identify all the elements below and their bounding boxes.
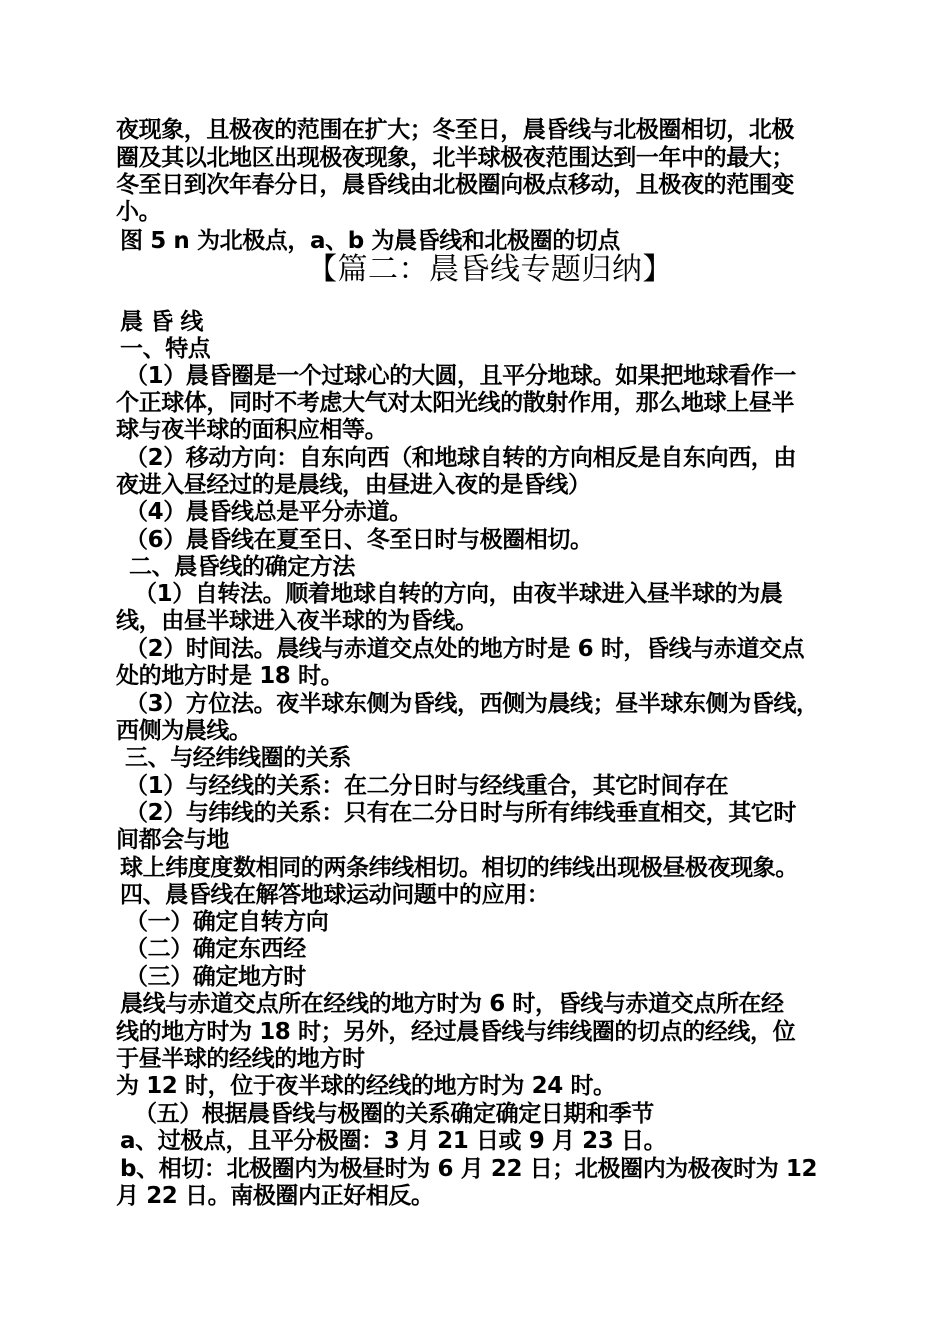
- section-heading: 四、晨昏线在解答地球运动问题中的应用：: [120, 882, 550, 908]
- paragraph-line: 为 12 时，位于夜半球的经线的地方时为 24 时。: [116, 1073, 616, 1099]
- subsection-heading: （一）确定自转方向: [125, 909, 329, 935]
- paragraph-line: 小。: [116, 199, 162, 225]
- paragraph-line: （6）晨昏线在夏至日、冬至日时与极圈相切。: [125, 527, 593, 553]
- paragraph-line: 晨线与赤道交点所在经线的地方时为 6 时，昏线与赤道交点所在经: [120, 991, 784, 1017]
- section-heading: 二、晨昏线的确定方法: [129, 554, 356, 580]
- paragraph-line: 圈及其以北地区出现极夜现象，北半球极夜范围达到一年中的最大；: [116, 145, 795, 171]
- figure-caption: 图 5 n 为北极点，a、b 为晨昏线和北极圈的切点: [120, 228, 620, 254]
- paragraph-line: 间都会与地: [116, 827, 230, 853]
- paragraph-line: 线，由昼半球进入夜半球的为昏线。: [116, 608, 478, 634]
- paragraph-line: b、相切：北极圈内为极昼时为 6 月 22 日；北极圈内为极夜时为 12: [120, 1156, 818, 1182]
- subsection-heading: （二）确定东西经: [125, 936, 306, 962]
- subsection-heading: （五）根据晨昏线与极圈的关系确定确定日期和季节: [134, 1101, 654, 1127]
- topic-heading: 晨 昏 线: [120, 309, 204, 335]
- paragraph-line: 线的地方时为 18 时；另外，经过晨昏线与纬线圈的切点的经线，位: [116, 1019, 796, 1045]
- paragraph-line: 冬至日到次年春分日，晨昏线由北极圈向极点移动，且极夜的范围变: [116, 172, 795, 198]
- paragraph-line: （2）与纬线的关系：只有在二分日时与所有纬线垂直相交，其它时: [125, 800, 797, 826]
- paragraph-line: （3）方位法。夜半球东侧为昏线，西侧为晨线；昼半球东侧为昏线，: [125, 691, 819, 717]
- paragraph-line: 于昼半球的经线的地方时: [116, 1046, 365, 1072]
- paragraph-line: （4）晨昏线总是平分赤道。: [125, 499, 412, 525]
- paragraph-line: 球上纬度度数相同的两条纬线相切。相切的纬线出现极昼极夜现象。: [120, 855, 799, 881]
- paragraph-line: （2）时间法。晨线与赤道交点处的地方时是 6 时，昏线与赤道交点: [125, 636, 805, 662]
- section-title: 【篇二：晨昏线专题归纳】: [307, 252, 673, 287]
- paragraph-line: （1）与经线的关系：在二分日时与经线重合，其它时间存在: [125, 773, 729, 799]
- paragraph-line: 夜现象，且极夜的范围在扩大；冬至日，晨昏线与北极圈相切，北极: [116, 117, 795, 143]
- paragraph-line: （1）自转法。顺着地球自转的方向，由夜半球进入昼半球的为晨: [134, 581, 783, 607]
- paragraph-line: （2）移动方向：自东向西（和地球自转的方向相反是自东向西，由: [125, 445, 797, 471]
- paragraph-line: 夜进入昼经过的是晨线，由昼进入夜的是昏线）: [116, 472, 591, 498]
- paragraph-line: 处的地方时是 18 时。: [116, 663, 344, 689]
- paragraph-line: 西侧为晨线。: [116, 718, 252, 744]
- section-heading: 三、与经纬线圈的关系: [125, 745, 352, 771]
- paragraph-line: 个正球体，同时不考虑大气对太阳光线的散射作用，那么地球上昼半: [116, 390, 795, 416]
- paragraph-line: 球与夜半球的面积应相等。: [116, 417, 388, 443]
- subsection-heading: （三）确定地方时: [125, 964, 306, 990]
- section-heading: 一、特点: [120, 336, 211, 362]
- paragraph-line: （1）晨昏圈是一个过球心的大圆，且平分地球。如果把地球看作一: [125, 363, 797, 389]
- paragraph-line: 月 22 日。南极圈内正好相反。: [116, 1183, 434, 1209]
- paragraph-line: a、过极点，且平分极圈：3 月 21 日或 9 月 23 日。: [120, 1128, 667, 1154]
